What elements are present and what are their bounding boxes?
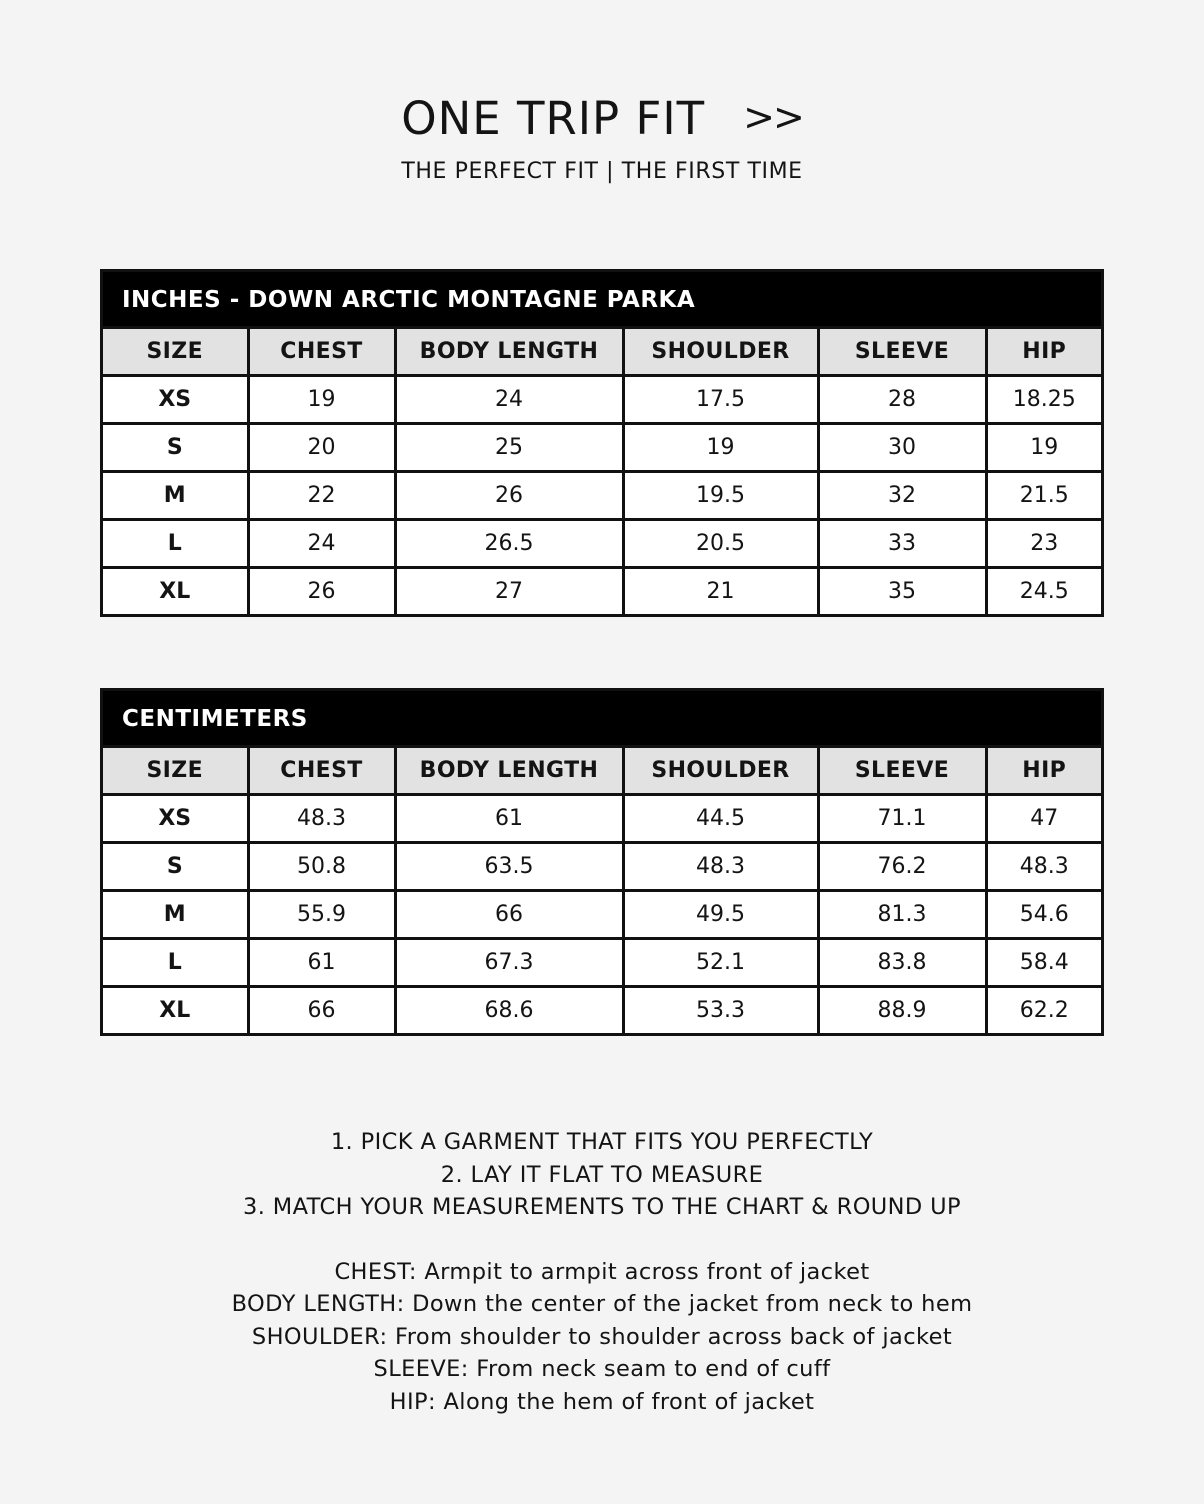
chest-cell: 61: [248, 939, 395, 987]
shoulder-cell: 49.5: [623, 891, 818, 939]
chest-cell: 20: [248, 424, 395, 472]
chest-cell: 22: [248, 472, 395, 520]
size-cell: S: [103, 843, 248, 891]
sleeve-cell: 28: [818, 376, 986, 424]
shoulder-cell: 44.5: [623, 795, 818, 843]
column-header-shoulder: SHOULDER: [623, 328, 818, 376]
column-header-body-length: BODY LENGTH: [395, 328, 623, 376]
body-length-cell: 67.3: [395, 939, 623, 987]
inches-size-chart: [100, 269, 1104, 617]
sleeve-cell: 32: [818, 472, 986, 520]
hip-cell: 23: [986, 520, 1101, 568]
page-title: ONE TRIP FIT: [401, 92, 706, 145]
body-length-cell: 68.6: [395, 987, 623, 1034]
column-header-hip: HIP: [986, 747, 1101, 795]
centimeters-size-chart: [100, 688, 1104, 1036]
body-length-cell: 61: [395, 795, 623, 843]
hip-cell: 58.4: [986, 939, 1101, 987]
chest-cell: 66: [248, 987, 395, 1034]
definition-chest: CHEST: Armpit to armpit across front of jacket: [334, 1258, 870, 1285]
shoulder-cell: 20.5: [623, 520, 818, 568]
table-row: [103, 472, 1101, 520]
shoulder-cell: 19.5: [623, 472, 818, 520]
size-cell: XS: [103, 376, 248, 424]
chest-cell: 55.9: [248, 891, 395, 939]
body-length-cell: 26: [395, 472, 623, 520]
hip-cell: 62.2: [986, 987, 1101, 1034]
table-row: [103, 987, 1101, 1034]
chest-cell: 24: [248, 520, 395, 568]
table-row: [103, 939, 1101, 987]
definition-body-length: BODY LENGTH: Down the center of the jacket from neck to hem: [231, 1291, 973, 1317]
hip-cell: 18.25: [986, 376, 1101, 424]
chest-cell: 26: [248, 568, 395, 615]
definition-shoulder: SHOULDER: From shoulder to shoulder across back of jacket: [251, 1323, 953, 1350]
body-length-cell: 63.5: [395, 843, 623, 891]
column-header-sleeve: SLEEVE: [818, 328, 986, 376]
body-length-cell: 25: [395, 424, 623, 472]
chest-cell: 48.3: [248, 795, 395, 843]
chart-title: INCHES - DOWN ARCTIC MONTAGNE PARKA: [103, 272, 1101, 326]
size-cell: M: [103, 891, 248, 939]
definition-sleeve: SLEEVE: From neck seam to end of cuff: [373, 1356, 831, 1382]
size-cell: M: [103, 472, 248, 520]
header-row: [103, 747, 1101, 795]
size-cell: XL: [103, 987, 248, 1034]
step-2: 2. LAY IT FLAT TO MEASURE: [440, 1161, 764, 1188]
table-row: [103, 520, 1101, 568]
table-row: [103, 795, 1101, 843]
shoulder-cell: 17.5: [623, 376, 818, 424]
table-row: [103, 891, 1101, 939]
size-cell: S: [103, 424, 248, 472]
hip-cell: 47: [986, 795, 1101, 843]
column-header-chest: CHEST: [248, 328, 395, 376]
column-header-shoulder: SHOULDER: [623, 747, 818, 795]
body-length-cell: 27: [395, 568, 623, 615]
column-header-hip: HIP: [986, 328, 1101, 376]
measuring-instructions: [0, 1126, 1204, 1418]
hip-cell: 54.6: [986, 891, 1101, 939]
sleeve-cell: 35: [818, 568, 986, 615]
spacer: [0, 1224, 1204, 1256]
hip-cell: 21.5: [986, 472, 1101, 520]
chart-title: CENTIMETERS: [103, 691, 1101, 745]
size-table: [103, 326, 1101, 614]
page-header: [0, 92, 1204, 184]
chest-cell: 50.8: [248, 843, 395, 891]
sleeve-cell: 71.1: [818, 795, 986, 843]
shoulder-cell: 21: [623, 568, 818, 615]
sleeve-cell: 30: [818, 424, 986, 472]
column-header-size: SIZE: [103, 747, 248, 795]
chest-cell: 19: [248, 376, 395, 424]
shoulder-cell: 48.3: [623, 843, 818, 891]
sleeve-cell: 76.2: [818, 843, 986, 891]
page-subtitle: THE PERFECT FIT | THE FIRST TIME: [401, 159, 803, 184]
column-header-sleeve: SLEEVE: [818, 747, 986, 795]
step-3: 3. MATCH YOUR MEASUREMENTS TO THE CHART & ROUND UP: [242, 1194, 962, 1220]
double-chevron-icon: >>: [743, 94, 803, 139]
definition-hip: HIP: Along the hem of front of jacket: [389, 1388, 815, 1415]
table-row: [103, 376, 1101, 424]
sleeve-cell: 88.9: [818, 987, 986, 1034]
shoulder-cell: 53.3: [623, 987, 818, 1034]
table-row: [103, 424, 1101, 472]
table-row: [103, 843, 1101, 891]
table-row: [103, 568, 1101, 615]
shoulder-cell: 19: [623, 424, 818, 472]
column-header-size: SIZE: [103, 328, 248, 376]
body-length-cell: 66: [395, 891, 623, 939]
sleeve-cell: 83.8: [818, 939, 986, 987]
step-1: 1. PICK A GARMENT THAT FITS YOU PERFECTLY: [330, 1129, 874, 1155]
size-table: [103, 745, 1101, 1033]
sleeve-cell: 81.3: [818, 891, 986, 939]
title-row: [0, 92, 1204, 145]
size-cell: XL: [103, 568, 248, 615]
column-header-body-length: BODY LENGTH: [395, 747, 623, 795]
size-cell: L: [103, 520, 248, 568]
hip-cell: 19: [986, 424, 1101, 472]
header-row: [103, 328, 1101, 376]
hip-cell: 24.5: [986, 568, 1101, 615]
size-cell: XS: [103, 795, 248, 843]
body-length-cell: 26.5: [395, 520, 623, 568]
hip-cell: 48.3: [986, 843, 1101, 891]
body-length-cell: 24: [395, 376, 623, 424]
shoulder-cell: 52.1: [623, 939, 818, 987]
size-cell: L: [103, 939, 248, 987]
sleeve-cell: 33: [818, 520, 986, 568]
column-header-chest: CHEST: [248, 747, 395, 795]
